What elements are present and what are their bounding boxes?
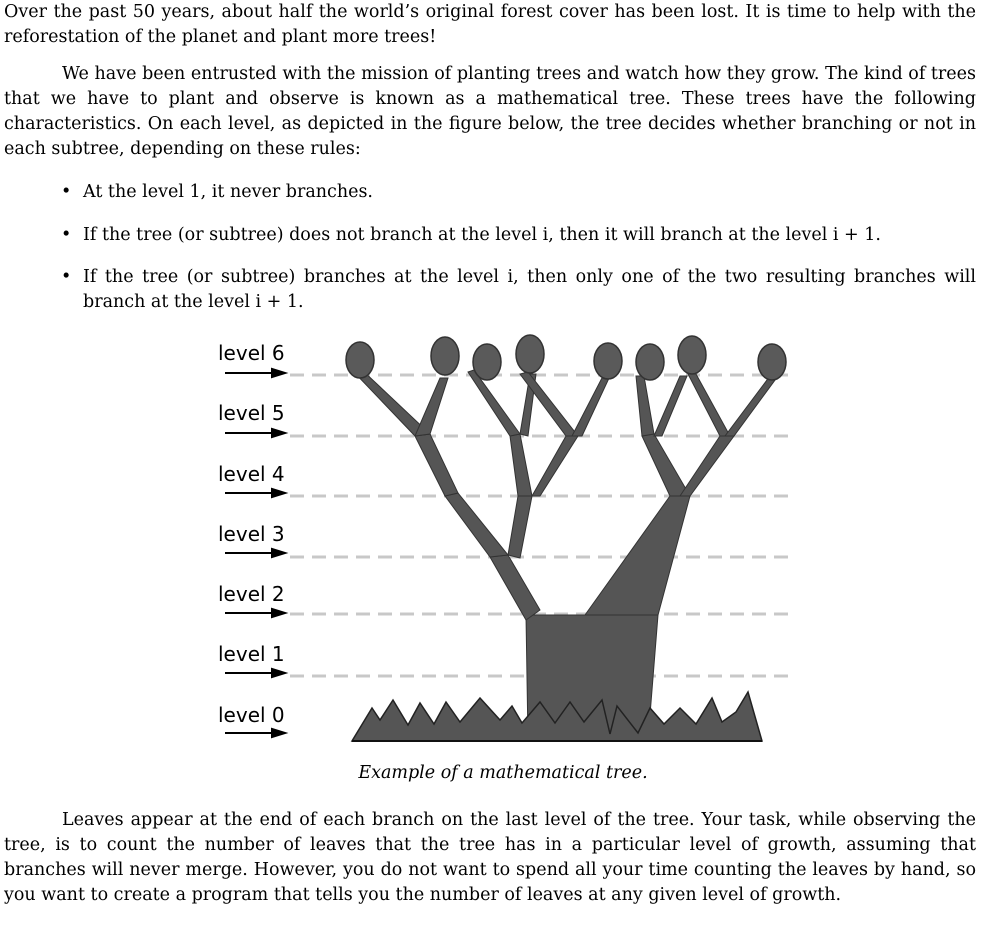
branch [636,376,654,436]
rule-text: If the tree (or subtree) branches at the level i, then only one of the two resulting branches will branch at the level i + 1. [83,267,976,312]
tree-leaves [346,335,786,380]
rule-item [61,265,976,315]
branch [445,493,508,557]
rules-intro-paragraph: We have been entrusted with the mission of planting trees and watch how they grow. The kind of trees that we have to plant and observe is known as a mathematical tree. These trees have the following characteristics. On each level, as depicted in the figure below, the tree decides whether branching or not in each subtree, depending on these rules: [4,64,976,159]
mathematical-tree-figure [210,330,810,750]
level-label: level 6 [218,341,285,365]
bullet-marker: • [61,267,72,287]
leaf-icon [516,335,544,373]
leaf-icon [758,344,786,380]
bullet-marker: • [61,182,72,202]
level-label: level 5 [218,401,285,425]
level-label: level 4 [218,462,285,486]
branch [352,368,430,436]
branch [532,436,578,496]
left-main-branch [490,555,540,620]
rule-text: At the level 1, it never branches. [83,182,373,202]
leaf-icon [346,342,374,378]
branch [680,436,734,496]
branch [688,374,730,436]
level-label: level 1 [218,642,285,666]
level-label: level 3 [218,522,285,546]
leaf-icon [678,336,706,374]
branch [725,376,778,436]
branch [572,376,610,436]
leaf-icon [636,344,664,380]
rule-item [61,180,976,205]
branch [642,434,690,496]
bullet-marker: • [61,225,72,245]
branch [468,370,520,436]
rule-text: If the tree (or subtree) does not branch at the level i, then it will branch at the level i + 1. [83,225,881,245]
level-label: level 2 [218,582,285,606]
leaf-icon [431,337,459,375]
branch [508,496,532,558]
intro-paragraph: Over the past 50 years, about half the world’s original forest cover has been lost. It is time to help with the reforestation of the planet and plant more trees! [4,2,976,47]
level-label: level 0 [218,703,285,727]
branch [510,434,532,496]
leaf-icon [473,344,501,380]
leaf-icon [594,343,622,379]
branch [654,376,687,436]
tree-drawing [352,368,778,740]
figure-caption: Example of a mathematical tree. [358,763,648,783]
rule-item [61,223,976,248]
branch [415,434,458,496]
branch [415,378,448,436]
task-paragraph: Leaves appear at the end of each branch on the last level of the tree. Your task, while observing the tree, is to count the number of leaves that the tree has in a particular level of growth, assuming that branches will never merge. However, you do not want to spend all your time counting the leaves by hand, so you want to create a program that tells you the number of leaves at any given level of growth. [4,810,976,905]
